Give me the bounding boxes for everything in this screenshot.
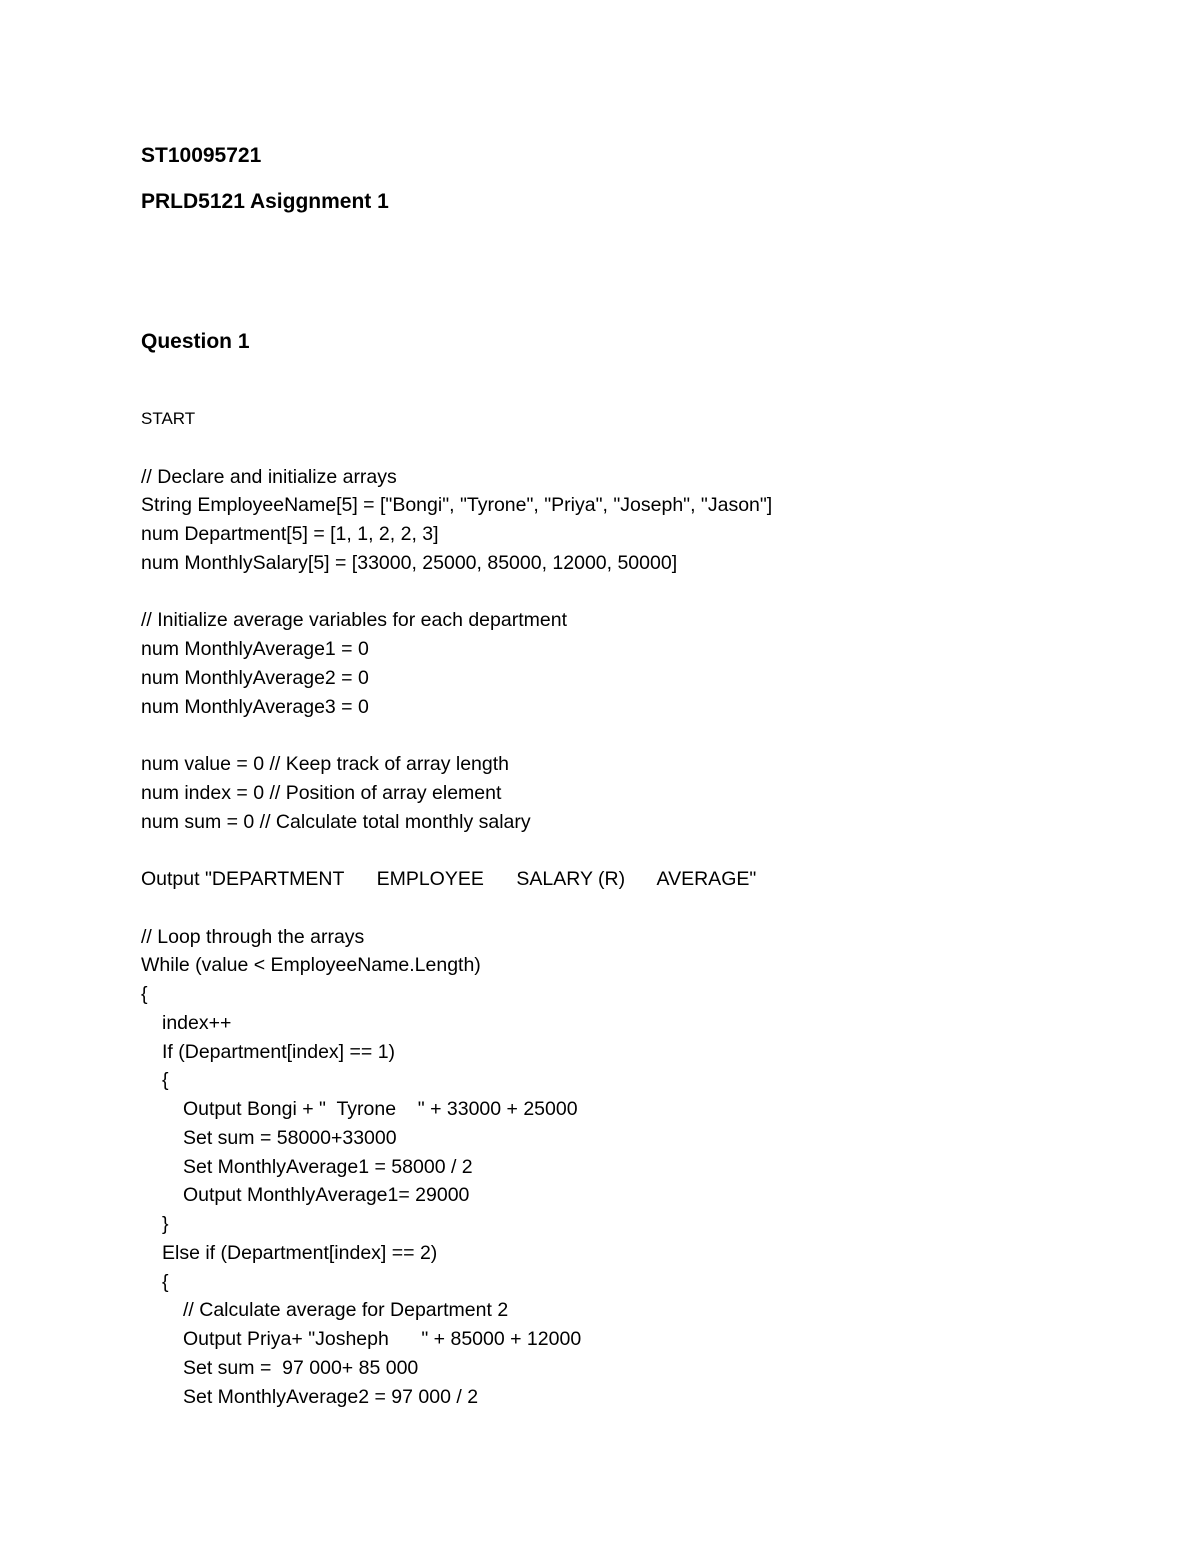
blank-line <box>141 434 772 463</box>
code-line: num MonthlyAverage2 = 0 <box>141 666 369 689</box>
assignment-title: PRLD5121 Asiggnment 1 <box>141 190 389 213</box>
code-line: Output Bongi + " Tyrone " + 33000 + 25000 <box>183 1098 578 1120</box>
code-line: { <box>162 1270 169 1293</box>
student-id: ST10095721 <box>141 144 262 167</box>
blank-line <box>141 721 772 750</box>
code-line: Else if (Department[index] == 2) <box>162 1241 438 1264</box>
code-line: Set sum = 58000+33000 <box>183 1126 397 1149</box>
code-line: // Calculate average for Department 2 <box>183 1299 509 1322</box>
question-heading: Question 1 <box>141 330 250 353</box>
code-line: // Loop through the arrays <box>141 925 365 948</box>
code-line: index++ <box>162 1011 232 1034</box>
code-line: If (Department[index] == 1) <box>162 1040 396 1063</box>
blank-line <box>141 894 772 923</box>
code-line: Set MonthlyAverage2 = 97 000 / 2 <box>183 1385 479 1408</box>
code-line: Output MonthlyAverage1= 29000 <box>183 1184 470 1207</box>
code-line: START <box>141 409 196 428</box>
code-line: { <box>141 983 148 1005</box>
code-line: Output Priya+ "Josheph " + 85000 + 12000 <box>183 1328 582 1350</box>
code-line: Set sum = 97 000+ 85 000 <box>183 1356 419 1379</box>
blank-line <box>141 836 772 865</box>
code-line: num sum = 0 // Calculate total monthly salary <box>141 810 531 833</box>
pseudocode-block <box>141 405 772 1411</box>
code-line: num MonthlySalary[5] = [33000, 25000, 85000, 12000, 50000] <box>141 551 678 574</box>
code-line: { <box>162 1069 169 1092</box>
code-line: Output "DEPARTMENT EMPLOYEE SALARY (R) AVERAGE" <box>141 868 757 890</box>
code-line: num MonthlyAverage3 = 0 <box>141 695 369 718</box>
code-line: String EmployeeName[5] = ["Bongi", "Tyrone", "Priya", "Joseph", "Jason"] <box>141 494 773 517</box>
code-line: num value = 0 // Keep track of array length <box>141 753 509 775</box>
code-line: Set MonthlyAverage1 = 58000 / 2 <box>183 1155 473 1178</box>
code-line: num index = 0 // Position of array element <box>141 781 502 804</box>
code-line: // Declare and initialize arrays <box>141 465 397 488</box>
code-line: } <box>162 1213 169 1235</box>
code-line: While (value < EmployeeName.Length) <box>141 954 481 977</box>
blank-line <box>141 578 772 607</box>
code-line: num Department[5] = [1, 1, 2, 2, 3] <box>141 523 439 545</box>
code-line: num MonthlyAverage1 = 0 <box>141 638 369 660</box>
code-line: // Initialize average variables for each department <box>141 609 567 632</box>
